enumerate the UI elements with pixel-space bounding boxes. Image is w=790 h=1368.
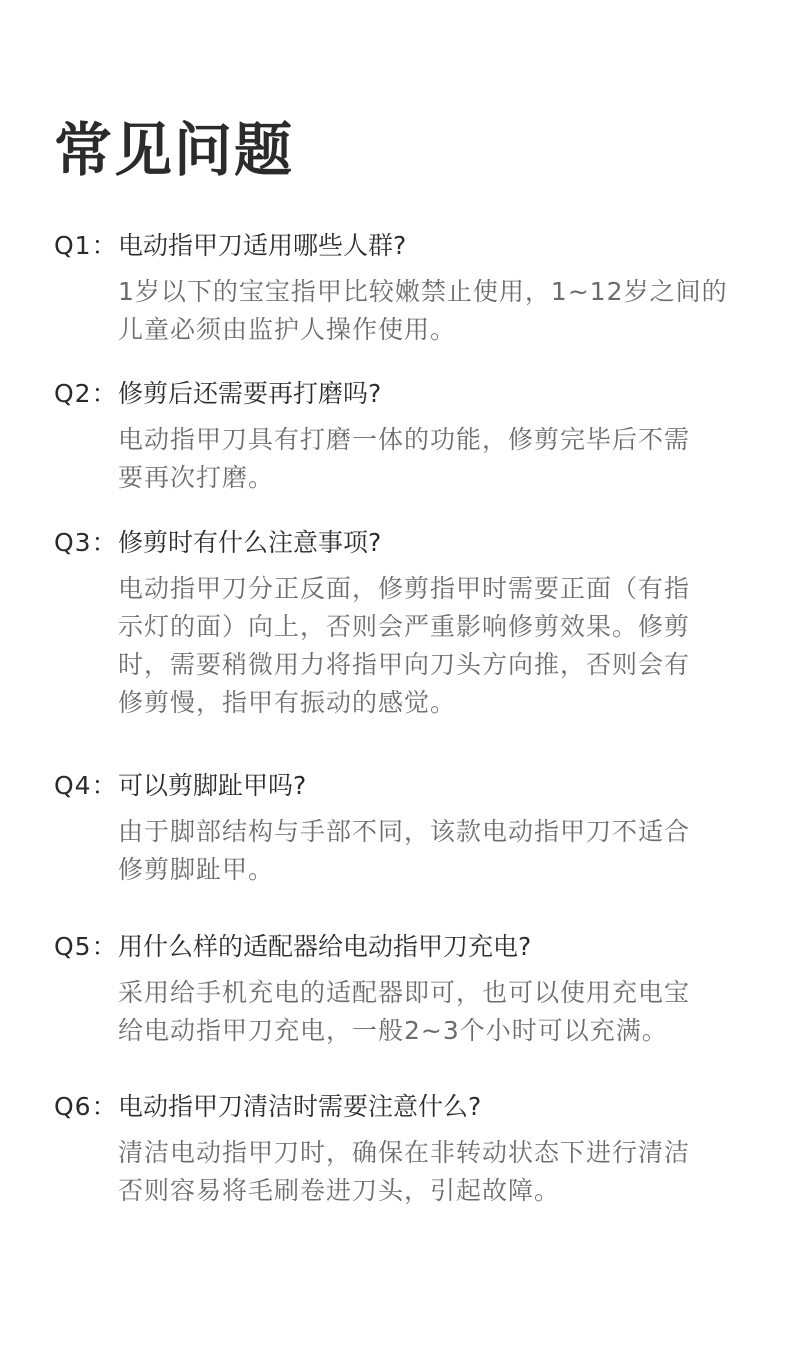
page-title: 常见问题 <box>54 116 295 184</box>
faq-item-2 <box>54 377 754 497</box>
question <box>54 229 754 263</box>
faq-item-3 <box>54 526 754 722</box>
answer-line: 修剪慢，指甲有振动的感觉。 <box>118 688 457 717</box>
answer <box>54 1134 730 1210</box>
answer-line: 修剪脚趾甲。 <box>118 855 275 884</box>
answer-line: 示灯的面）向上，否则会严重影响修剪效果。修剪 <box>118 612 691 641</box>
question-text: 可以剪脚趾甲吗? <box>118 771 307 800</box>
question-label: Q1： <box>54 231 118 260</box>
answer-line: 电动指甲刀分正反面，修剪指甲时需要正面（有指 <box>118 574 691 603</box>
answer-line: 儿童必须由监护人操作使用。 <box>118 315 457 344</box>
answer-line: 由于脚部结构与手部不同，该款电动指甲刀不适合 <box>118 817 691 846</box>
question <box>54 377 754 411</box>
question-text: 电动指甲刀清洁时需要注意什么? <box>118 1092 482 1121</box>
answer-line: 时，需要稍微用力将指甲向刀头方向推，否则会有 <box>118 650 691 679</box>
answer-line: 给电动指甲刀充电，一般2~3个小时可以充满。 <box>118 1016 668 1045</box>
question-label: Q3： <box>54 528 118 557</box>
answer <box>54 421 730 497</box>
answer <box>54 273 730 349</box>
faq-item-6 <box>54 1090 754 1210</box>
question <box>54 1090 754 1124</box>
answer-line: 1岁以下的宝宝指甲比较嫩禁止使用，1~12岁之间的 <box>118 277 728 306</box>
question-text: 修剪时有什么注意事项? <box>118 528 382 557</box>
answer <box>54 974 730 1050</box>
question-label: Q2： <box>54 379 118 408</box>
answer <box>54 813 730 889</box>
answer-line: 采用给手机充电的适配器即可，也可以使用充电宝 <box>118 978 691 1007</box>
answer-line: 要再次打磨。 <box>118 463 275 492</box>
question <box>54 930 754 964</box>
answer-line: 清洁电动指甲刀时，确保在非转动状态下进行清洁 <box>118 1138 691 1167</box>
question-label: Q6： <box>54 1092 118 1121</box>
question-text: 电动指甲刀适用哪些人群? <box>118 231 407 260</box>
faq-item-5 <box>54 930 754 1050</box>
answer-line: 否则容易将毛刷卷进刀头，引起故障。 <box>118 1176 561 1205</box>
answer-line: 电动指甲刀具有打磨一体的功能，修剪完毕后不需 <box>118 425 691 454</box>
question-label: Q5： <box>54 932 118 961</box>
faq-item-4 <box>54 769 754 889</box>
question-text: 用什么样的适配器给电动指甲刀充电? <box>118 932 532 961</box>
question <box>54 526 754 560</box>
answer <box>54 570 730 722</box>
question-label: Q4： <box>54 771 118 800</box>
question-text: 修剪后还需要再打磨吗? <box>118 379 382 408</box>
question <box>54 769 754 803</box>
faq-item-1 <box>54 229 754 349</box>
